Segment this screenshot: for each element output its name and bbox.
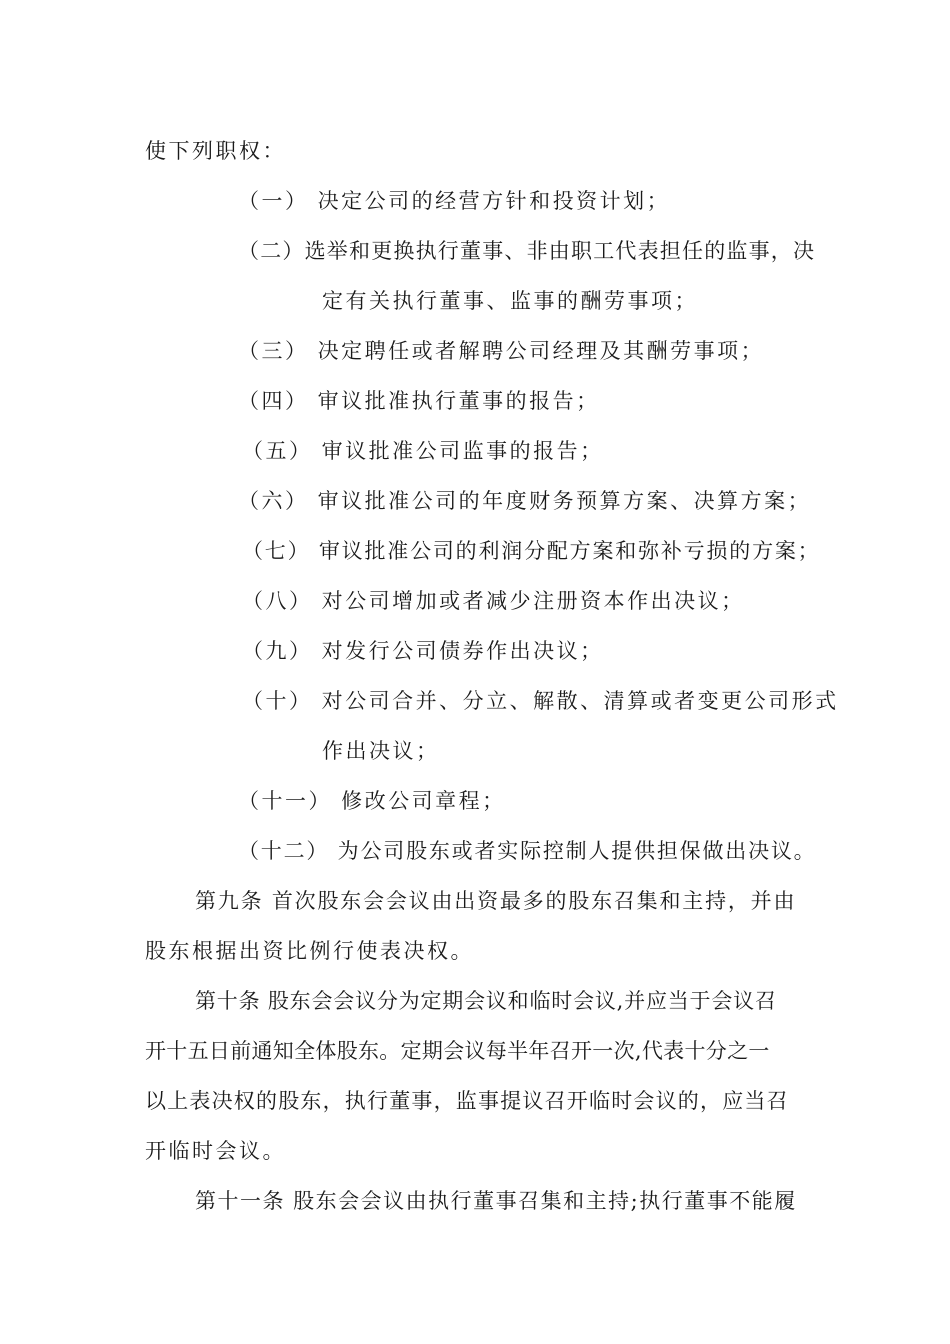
list-item-continuation: 作出决议；: [322, 739, 440, 763]
list-item: （十） 对公司合并、分立、解散、清算或者变更公司形式: [242, 689, 839, 713]
list-item: （二）选举和更换执行董事、非由职工代表担任的监事，决: [238, 239, 816, 263]
list-item: （五） 审议批准公司监事的报告；: [242, 439, 604, 463]
article-paragraph: 第十一条 股东会会议由执行董事召集和主持;执行董事不能履: [195, 1189, 797, 1213]
article-paragraph: 股东根据出资比例行使表决权。: [145, 939, 474, 963]
list-item: （十二） 为公司股东或者实际控制人提供担保做出决议。: [238, 839, 817, 863]
list-item: （三） 决定聘任或者解聘公司经理及其酬劳事项；: [238, 339, 765, 363]
list-item-continuation: 定有关执行董事、监事的酬劳事项；: [322, 289, 698, 313]
article-paragraph: 第十条 股东会会议分为定期会议和临时会议,并应当于会议召: [195, 989, 777, 1013]
list-item: （一） 决定公司的经营方针和投资计划；: [238, 189, 671, 213]
list-item: （七） 审议批准公司的利润分配方案和弥补亏损的方案；: [242, 539, 821, 563]
list-item: （六） 审议批准公司的年度财务预算方案、决算方案；: [238, 489, 812, 513]
article-paragraph: 开十五日前通知全体股东。定期会议每半年召开一次,代表十分之一: [145, 1039, 770, 1063]
list-item: （八） 对公司增加或者减少注册资本作出决议；: [242, 589, 745, 613]
article-paragraph: 开临时会议。: [145, 1139, 286, 1163]
text-line: 使下列职权：: [145, 139, 286, 163]
list-item: （九） 对发行公司债券作出决议；: [242, 639, 604, 663]
article-paragraph: 以上表决权的股东，执行董事，监事提议召开临时会议的，应当召: [145, 1089, 789, 1113]
article-paragraph: 第九条 首次股东会会议由出资最多的股东召集和主持，并由: [195, 889, 797, 913]
list-item: （十一） 修改公司章程；: [238, 789, 506, 813]
list-item: （四） 审议批准执行董事的报告；: [238, 389, 600, 413]
